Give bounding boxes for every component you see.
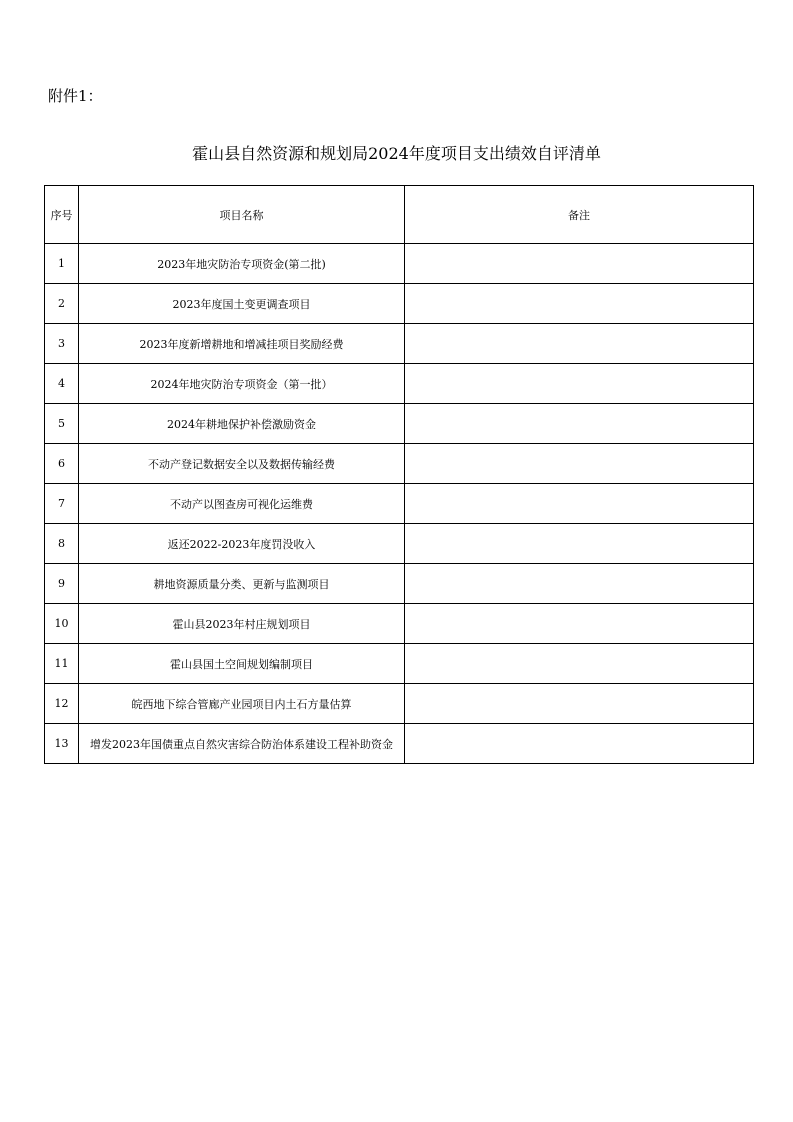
row-project-name: 2024年耕地保护补偿激励资金 [79, 404, 405, 444]
row-index: 9 [45, 564, 79, 604]
row-project-name: 不动产以图查房可视化运维费 [79, 484, 405, 524]
table-row [45, 324, 754, 364]
table-row [45, 604, 754, 644]
row-remark [405, 324, 754, 364]
row-index: 7 [45, 484, 79, 524]
table-row [45, 444, 754, 484]
header-remark: 备注 [405, 186, 754, 244]
row-remark [405, 444, 754, 484]
row-remark [405, 524, 754, 564]
row-remark [405, 244, 754, 284]
row-index: 4 [45, 364, 79, 404]
table-row [45, 484, 754, 524]
table-row [45, 284, 754, 324]
row-remark [405, 724, 754, 764]
row-project-name: 霍山县国土空间规划编制项目 [79, 644, 405, 684]
table-row [45, 644, 754, 684]
row-remark [405, 684, 754, 724]
table-row [45, 724, 754, 764]
row-remark [405, 284, 754, 324]
header-index: 序号 [45, 186, 79, 244]
row-index: 10 [45, 604, 79, 644]
attachment-label: 附件1： [48, 87, 103, 105]
document-title: 霍山县自然资源和规划局2024年度项目支出绩效自评清单 [192, 144, 601, 163]
row-project-name: 返还2022-2023年度罚没收入 [79, 524, 405, 564]
table-row [45, 524, 754, 564]
row-project-name: 2023年度新增耕地和增减挂项目奖励经费 [79, 324, 405, 364]
table-row [45, 364, 754, 404]
row-project-name: 霍山县2023年村庄规划项目 [79, 604, 405, 644]
row-project-name: 增发2023年国债重点自然灾害综合防治体系建设工程补助资金 [79, 724, 405, 764]
project-table [44, 185, 754, 764]
table-row [45, 564, 754, 604]
row-index: 8 [45, 524, 79, 564]
row-project-name: 耕地资源质量分类、更新与监测项目 [79, 564, 405, 604]
header-project-name: 项目名称 [79, 186, 405, 244]
row-remark [405, 644, 754, 684]
row-index: 6 [45, 444, 79, 484]
table-row [45, 684, 754, 724]
row-index: 12 [45, 684, 79, 724]
row-index: 11 [45, 644, 79, 684]
row-project-name: 不动产登记数据安全以及数据传输经费 [79, 444, 405, 484]
row-project-name: 2023年度国土变更调查项目 [79, 284, 405, 324]
row-index: 13 [45, 724, 79, 764]
row-index: 1 [45, 244, 79, 284]
row-project-name: 2023年地灾防治专项资金(第二批) [79, 244, 405, 284]
row-index: 5 [45, 404, 79, 444]
table-header-row [45, 186, 754, 244]
row-remark [405, 404, 754, 444]
row-index: 2 [45, 284, 79, 324]
row-remark [405, 604, 754, 644]
row-remark [405, 364, 754, 404]
table-row [45, 404, 754, 444]
row-project-name: 2024年地灾防治专项资金（第一批） [79, 364, 405, 404]
table-row [45, 244, 754, 284]
row-remark [405, 564, 754, 604]
row-remark [405, 484, 754, 524]
row-index: 3 [45, 324, 79, 364]
row-project-name: 皖西地下综合管廊产业园项目内土石方量估算 [79, 684, 405, 724]
